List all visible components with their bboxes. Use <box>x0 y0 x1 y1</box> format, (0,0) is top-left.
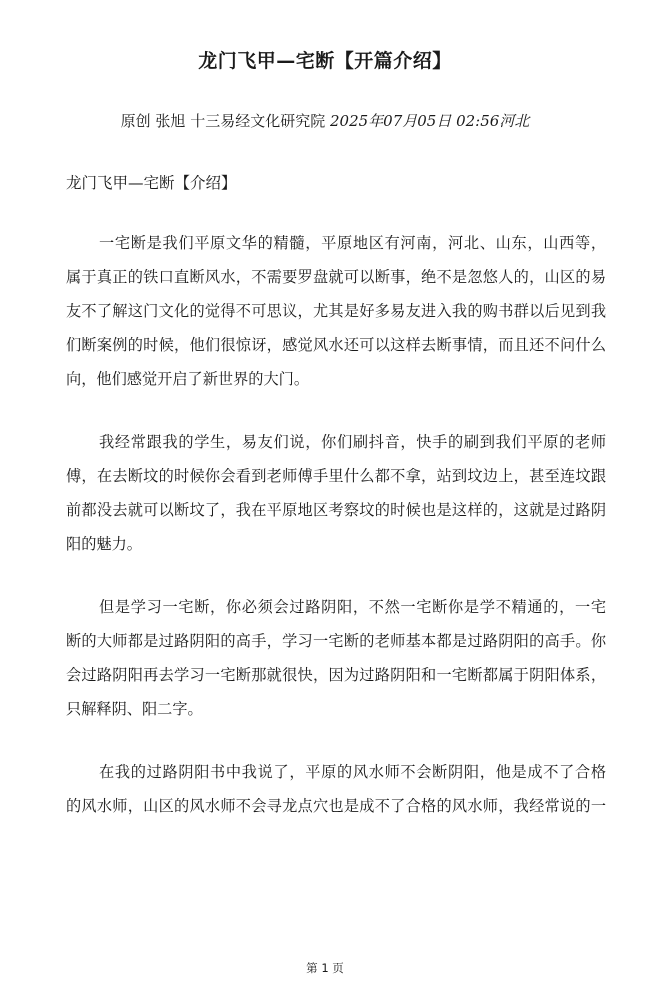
paragraph-line: 断的大师都是过路阴阳的高手，学习一宅断的老师基本都是过路阴阳的高手。你 <box>66 632 606 650</box>
paragraph-line: 我经常跟我的学生，易友们说，你们刷抖音，快手的刷到我们平原的老师 <box>99 433 606 451</box>
paragraph-line: 傅，在去断坟的时候你会看到老师傅手里什么都不拿，站到坟边上，甚至连坟跟 <box>66 467 606 485</box>
paragraph <box>66 755 606 823</box>
paragraph <box>66 425 606 561</box>
publish-date: 2025年07月05日 02:56 <box>329 112 500 130</box>
author-info: 原创 张旭 十三易经文化研究院 <box>120 112 326 130</box>
paragraph-line: 阳的魅力。 <box>66 535 142 553</box>
paragraph-line: 的风水师，山区的风水师不会寻龙点穴也是成不了合格的风水师，我经常说的一 <box>66 797 606 815</box>
paragraph <box>66 226 606 396</box>
paragraph-line: 一宅断是我们平原文华的精髓，平原地区有河南，河北、山东，山西等， <box>99 234 606 252</box>
article-body <box>66 226 606 852</box>
paragraph-line: 前都没去就可以断坟了，我在平原地区考察坟的时候也是这样的，这就是过路阴 <box>66 501 606 519</box>
section-heading: 龙门飞甲—宅断【介绍】 <box>66 174 237 192</box>
paragraph-line: 属于真正的铁口直断风水，不需要罗盘就可以断事，绝不是忽悠人的，山区的易 <box>66 268 606 286</box>
paragraph-line: 向，他们感觉开启了新世界的大门。 <box>66 370 309 388</box>
paragraph-line: 们断案例的时候，他们很惊讶，感觉风水还可以这样去断事情，而且还不问什么 <box>66 336 606 354</box>
paragraph-line: 但是学习一宅断，你必须会过路阴阳，不然一宅断你是学不精通的，一宅 <box>99 598 606 616</box>
paragraph-line: 只解释阴、阳二字。 <box>66 700 203 718</box>
publish-location: 河北 <box>499 112 530 130</box>
page-number: 第 1 页 <box>306 961 344 975</box>
paragraph-line: 在我的过路阴阳书中我说了，平原的风水师不会断阴阳，他是成不了合格 <box>99 763 606 781</box>
paragraph <box>66 590 606 726</box>
paragraph-line: 友不了解这门文化的觉得不可思议，尤其是好多易友进入我的购书群以后见到我 <box>66 302 606 320</box>
article-meta <box>0 110 650 131</box>
article-title: 龙门飞甲—宅断【开篇介绍】 <box>198 50 452 72</box>
paragraph-line: 会过路阴阳再去学习一宅断那就很快，因为过路阴阳和一宅断都属于阴阳体系， <box>66 666 606 684</box>
